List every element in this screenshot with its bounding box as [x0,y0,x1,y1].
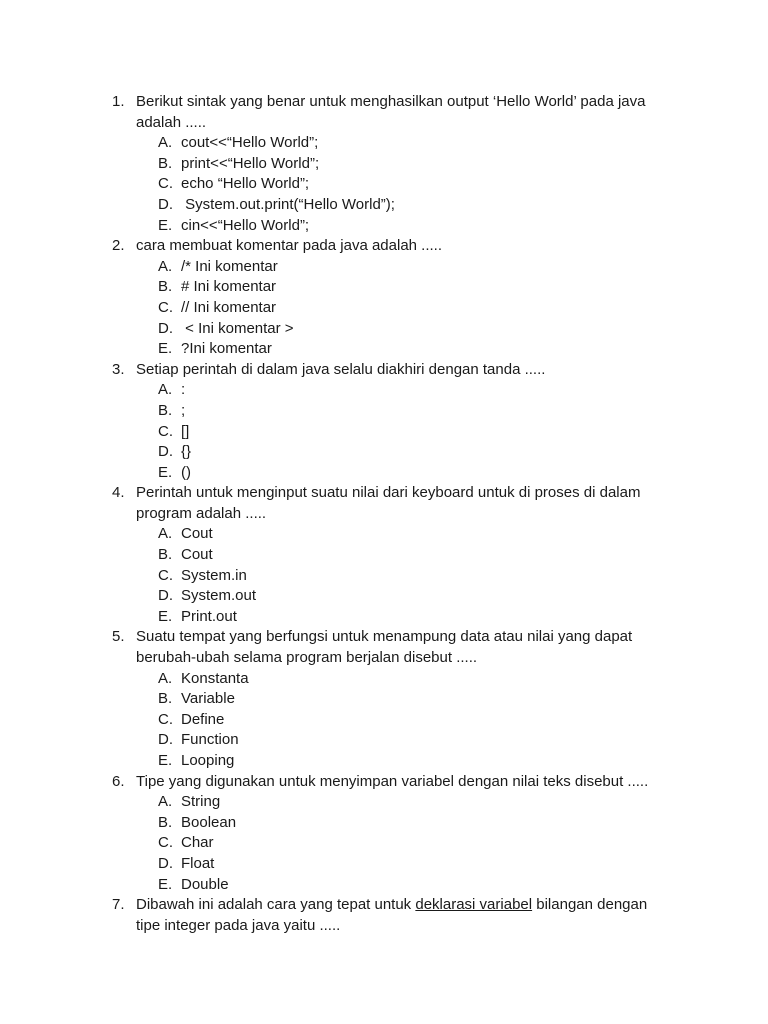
option-text: Print.out [181,607,237,625]
option-a [0,133,768,154]
question-number: 4. [112,484,125,502]
option-c [0,298,768,319]
question-4 [0,483,666,524]
option-letter: E. [158,216,173,234]
option-letter: D. [158,195,173,213]
question-4-options [0,524,768,627]
option-text: Float [181,854,215,872]
option-text: /* Ini komentar [181,257,278,275]
option-letter: E. [158,752,173,769]
question-number: 2. [112,237,125,255]
option-text: Konstanta [181,669,249,687]
option-c [0,833,768,854]
question-text: Perintah untuk menginput suatu nilai dari keyboard untuk di proses di dalam program adalah ..... [136,484,641,522]
option-letter: A. [158,381,173,399]
option-text: Function [181,731,239,749]
option-letter: E. [158,463,173,481]
question-7 [0,895,666,936]
option-c [0,566,768,587]
option-text: Boolean [181,813,237,831]
option-a [0,257,768,278]
option-b [0,689,768,710]
option-letter: A. [158,257,173,275]
question-text [136,895,666,936]
option-d [0,854,768,875]
option-text: // Ini komentar [181,298,277,316]
option-text: < Ini komentar > [181,319,294,337]
option-letter: E. [158,607,173,625]
question-3 [0,360,666,381]
option-letter: E. [158,340,173,358]
option-text: System.out [181,587,257,605]
question-text: Suatu tempat yang berfungsi untuk menampung data atau nilai yang dapat berubah-ubah selama program berjalan disebut ..... [136,628,633,667]
option-c [0,174,768,195]
option-letter: C. [158,834,173,852]
option-text: : [181,381,186,399]
option-a [0,669,768,690]
option-a [0,524,768,545]
option-text: [] [181,422,190,440]
option-text: Define [181,710,225,728]
question-number: 7. [112,896,125,914]
option-text: cin<<“Hello World”; [181,216,310,234]
option-text: Cout [181,546,213,564]
option-text: echo “Hello World”; [181,175,310,193]
option-text: Char [181,834,214,852]
option-a [0,380,768,401]
option-text: cout<<“Hello World”; [181,134,319,152]
option-e [0,751,768,772]
option-letter: B. [158,690,173,708]
option-letter: C. [158,566,173,584]
option-letter: D. [158,443,173,461]
question-text: cara membuat komentar pada java adalah ..... [136,237,443,255]
option-letter: C. [158,422,173,440]
option-e [0,607,768,628]
option-text: # Ini komentar [181,278,277,296]
option-d [0,442,768,463]
option-letter: C. [158,298,173,316]
option-c [0,710,768,731]
option-letter: A. [158,669,173,687]
option-text: Looping [181,752,235,769]
quiz-document [0,92,768,936]
option-letter: B. [158,401,173,419]
question-2 [0,236,666,257]
option-c [0,422,768,443]
option-text: Variable [181,690,235,708]
question-number: 6. [112,772,125,790]
option-e [0,339,768,360]
question-3-options [0,380,768,483]
option-text: ; [181,401,186,419]
option-letter: B. [158,278,173,296]
option-e [0,463,768,484]
option-text: print<<“Hello World”; [181,154,320,172]
question-number: 5. [112,628,125,646]
question-text: Tipe yang digunakan untuk menyimpan variabel dengan nilai teks disebut ..... [136,772,649,790]
option-text: System.in [181,566,247,584]
option-letter: E. [158,875,173,893]
option-d [0,730,768,751]
question-number: 3. [112,360,125,378]
question-5-options [0,669,768,772]
option-letter: B. [158,813,173,831]
question-2-options [0,257,768,360]
option-letter: B. [158,546,173,564]
option-text: Double [181,875,229,893]
option-e [0,216,768,237]
option-letter: C. [158,175,173,193]
option-text: System.out.print(“Hello World”); [181,195,395,213]
option-d [0,319,768,340]
option-b [0,545,768,566]
option-letter: D. [158,731,173,749]
option-letter: A. [158,134,173,152]
question-text-after: bilangan dengan tipe integer pada java yaitu ..... [136,896,648,934]
question-text: Berikut sintak yang benar untuk menghasilkan output ‘Hello World’ pada java adalah ..... [136,93,646,131]
option-text: Cout [181,525,213,543]
question-1 [0,92,666,133]
option-letter: C. [158,710,173,728]
question-6 [0,772,666,793]
option-e [0,875,768,896]
option-letter: D. [158,587,173,605]
question-1-options [0,133,768,236]
option-d [0,586,768,607]
option-letter: A. [158,793,173,811]
option-d [0,195,768,216]
question-text-before: Dibawah ini adalah cara yang tepat untuk [136,896,416,914]
option-a [0,792,768,813]
question-6-options [0,792,768,895]
option-b [0,813,768,834]
option-b [0,401,768,422]
option-text: ?Ini komentar [181,340,272,358]
question-5 [0,627,666,668]
question-text: Setiap perintah di dalam java selalu diakhiri dengan tanda ..... [136,360,546,378]
question-number: 1. [112,93,125,110]
underlined-term: deklarasi variabel [415,896,533,914]
option-b [0,277,768,298]
option-text: () [181,463,191,481]
option-letter: B. [158,154,173,172]
option-text: String [181,793,221,811]
option-letter: A. [158,525,173,543]
option-letter: D. [158,319,173,337]
option-text: {} [181,443,192,461]
option-b [0,154,768,175]
option-letter: D. [158,854,173,872]
